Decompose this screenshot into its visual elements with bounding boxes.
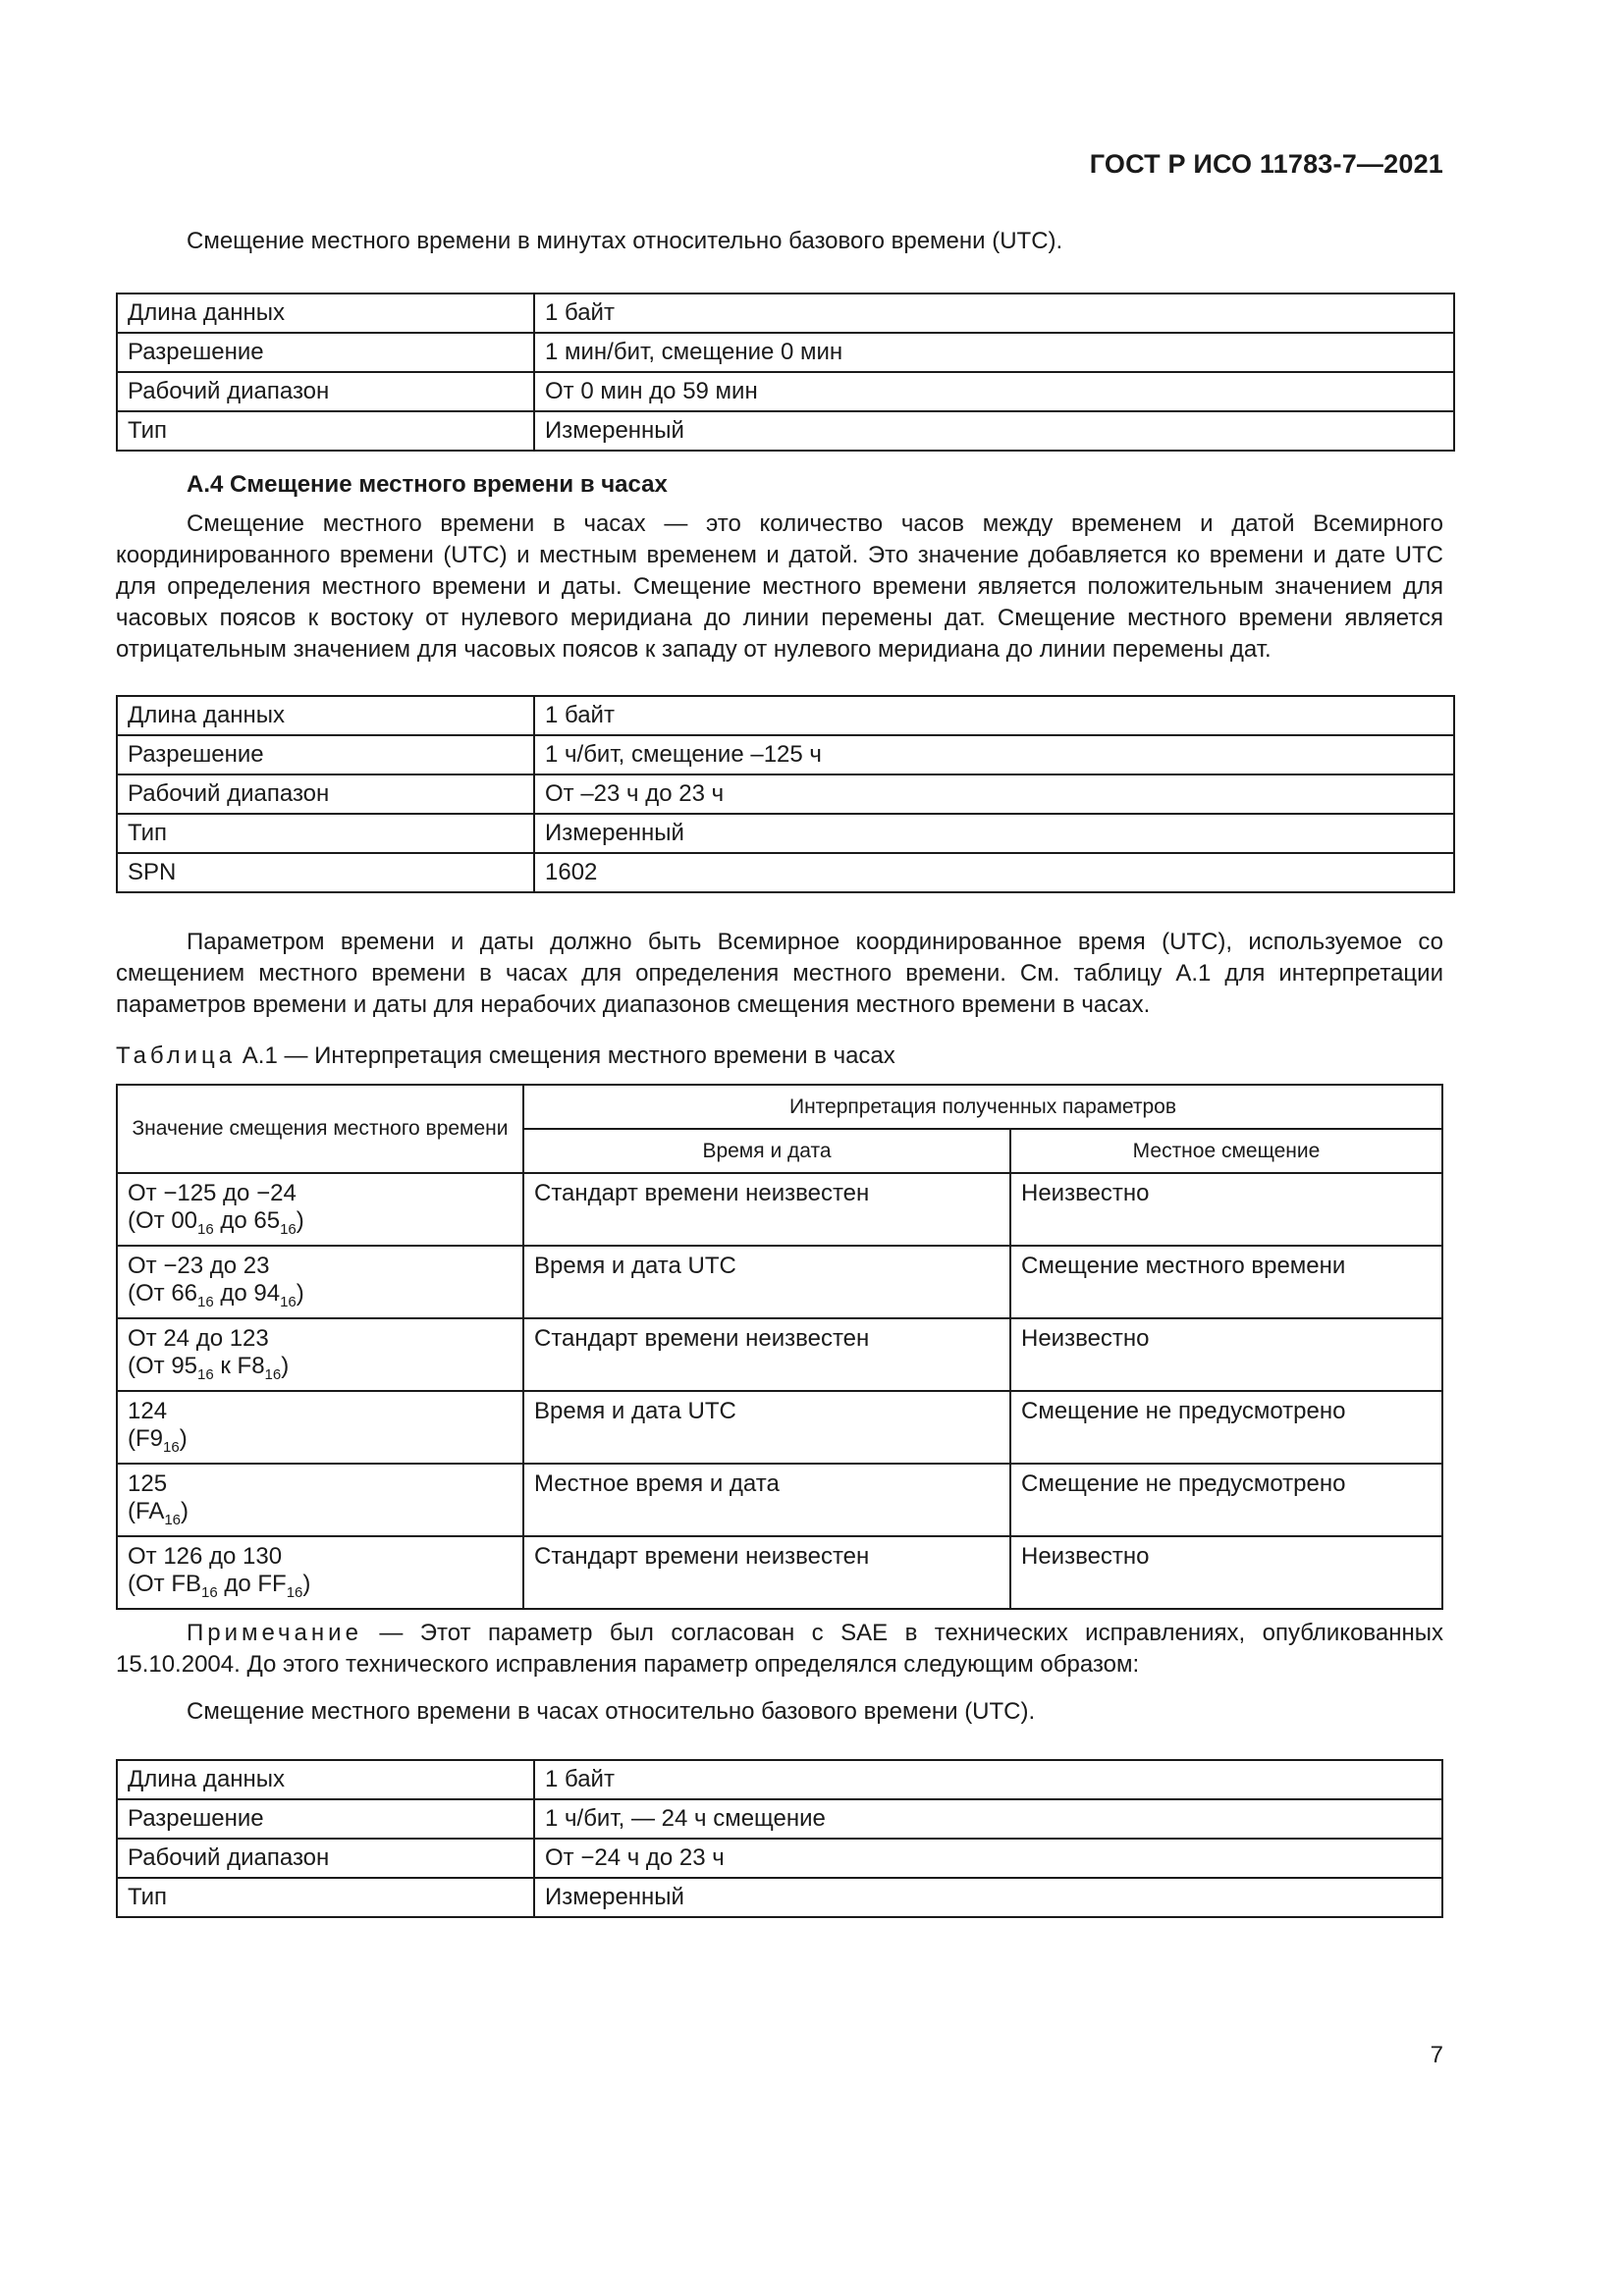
param-value: От −24 ч до 23 ч	[534, 1839, 1442, 1878]
table-row	[117, 1799, 1442, 1839]
table-row	[117, 1464, 1442, 1536]
table-row	[117, 1536, 1442, 1609]
table-header-row	[117, 1085, 1442, 1129]
utc-paragraph: Параметром времени и даты должно быть Всемирное координированное время (UTC), используемое со смещением местного времени в часах для определения местного времени. См. таблицу А.1 для интерпретации параметров времени и даты для нерабочих диапазонов смещения местного времени в часах.	[116, 929, 1443, 1018]
param-label: Тип	[117, 1878, 534, 1917]
parameter-table-hours	[116, 695, 1455, 893]
param-label: Рабочий диапазон	[117, 1839, 534, 1878]
param-label: Тип	[117, 411, 534, 451]
offset-value-cell: От 126 до 130 (От $FB_{16}$ до $FF_{16}$)	[117, 1536, 523, 1609]
param-value: 1 байт	[534, 294, 1454, 333]
col-header-offset-value: Значение смещения местного времени	[117, 1085, 523, 1173]
table-row	[117, 1391, 1442, 1464]
col-header-local-offset: Местное смещение	[1010, 1129, 1442, 1173]
note-paragraph	[116, 1618, 1443, 1681]
document-code-header: ГОСТ Р ИСО 11783-7—2021	[1089, 149, 1443, 179]
offset-value-cell: 124 $(F9_{16})$	[117, 1391, 523, 1464]
param-label: Разрешение	[117, 1799, 534, 1839]
param-value: От 0 мин до 59 мин	[534, 372, 1454, 411]
param-label: SPN	[117, 853, 534, 892]
table-row	[117, 1839, 1442, 1878]
table-row	[117, 814, 1454, 853]
time-date-cell: Стандарт времени неизвестен	[523, 1318, 1010, 1391]
offset-value-cell: От −23 до 23 (От $66_{16}$ до $94_{16}$)	[117, 1246, 523, 1318]
param-value: 1 ч/бит, смещение –125 ч	[534, 735, 1454, 774]
table-row	[117, 1246, 1442, 1318]
local-offset-cell: Неизвестно	[1010, 1173, 1442, 1246]
param-label: Длина данных	[117, 294, 534, 333]
intro-paragraph: Смещение местного времени в минутах относительно базового времени (UTC).	[187, 228, 1063, 254]
time-date-cell: Время и дата UTC	[523, 1246, 1010, 1318]
outro-paragraph: Смещение местного времени в часах относительно базового времени (UTC).	[187, 1698, 1036, 1725]
table-row	[117, 774, 1454, 814]
table-row	[117, 853, 1454, 892]
param-value: 1 ч/бит, — 24 ч смещение	[534, 1799, 1442, 1839]
parameter-table-minutes	[116, 293, 1455, 452]
param-value: 1 байт	[534, 696, 1454, 735]
time-date-cell: Стандарт времени неизвестен	[523, 1536, 1010, 1609]
table-row	[117, 735, 1454, 774]
local-offset-cell: Неизвестно	[1010, 1536, 1442, 1609]
time-date-cell: Стандарт времени неизвестен	[523, 1173, 1010, 1246]
table-caption	[116, 1042, 895, 1070]
param-value: 1 мин/бит, смещение 0 мин	[534, 333, 1454, 372]
table-row	[117, 1318, 1442, 1391]
offset-value-cell: От 24 до 123 (От $95_{16}$ к $F8_{16}$)	[117, 1318, 523, 1391]
col-header-time-date: Время и дата	[523, 1129, 1010, 1173]
param-value: 1 байт	[534, 1760, 1442, 1799]
time-date-cell: Местное время и дата	[523, 1464, 1010, 1536]
param-label: Рабочий диапазон	[117, 372, 534, 411]
param-value: Измеренный	[534, 1878, 1442, 1917]
section-paragraph: Смещение местного времени в часах — это количество часов между временем и датой Всемирного координированного времени (UTC) и местным временем и датой. Это значение добавляется ко времени и дате UTC для определения местного времени и даты. Смещение местного времени является положительным значением для часовых поясов к востоку от нулевого меридиана до линии перемены дат. Смещение местного времени является отрицательным значением для часовых поясов к западу от нулевого меридиана до линии перемены дат.	[116, 510, 1443, 663]
parameter-table-legacy	[116, 1759, 1443, 1918]
section-heading: А.4 Смещение местного времени в часах	[187, 471, 668, 498]
offset-value-cell: От −125 до −24 (От $00_{16}$ до $65_{16}$)	[117, 1173, 523, 1246]
note-label: Примечание	[187, 1620, 362, 1646]
offset-value-cell: 125 $(FA_{16})$	[117, 1464, 523, 1536]
table-row	[117, 1760, 1442, 1799]
note-text: — Этот параметр был согласован с SAE в технических исправлениях, опубликованных 15.10.2004. До этого технического исправления параметр определялся следующим образом:	[116, 1620, 1443, 1678]
param-label: Разрешение	[117, 735, 534, 774]
param-label: Рабочий диапазон	[117, 774, 534, 814]
table-row	[117, 372, 1454, 411]
local-offset-cell: Смещение местного времени	[1010, 1246, 1442, 1318]
table-row	[117, 696, 1454, 735]
local-offset-cell: Смещение не предусмотрено	[1010, 1391, 1442, 1464]
table-row	[117, 333, 1454, 372]
param-value: Измеренный	[534, 411, 1454, 451]
param-label: Длина данных	[117, 696, 534, 735]
param-value: От –23 ч до 23 ч	[534, 774, 1454, 814]
table-row	[117, 294, 1454, 333]
param-label: Длина данных	[117, 1760, 534, 1799]
local-offset-cell: Неизвестно	[1010, 1318, 1442, 1391]
table-row	[117, 411, 1454, 451]
interpretation-table	[116, 1084, 1443, 1610]
table-row	[117, 1878, 1442, 1917]
table-caption-word: Таблица	[116, 1042, 237, 1069]
param-label: Тип	[117, 814, 534, 853]
param-value: Измеренный	[534, 814, 1454, 853]
page-number: 7	[1430, 2042, 1443, 2068]
time-date-cell: Время и дата UTC	[523, 1391, 1010, 1464]
param-value: 1602	[534, 853, 1454, 892]
table-caption-title: А.1 — Интерпретация смещения местного времени в часах	[242, 1042, 895, 1069]
local-offset-cell: Смещение не предусмотрено	[1010, 1464, 1442, 1536]
col-header-group: Интерпретация полученных параметров	[523, 1085, 1442, 1129]
param-label: Разрешение	[117, 333, 534, 372]
table-row	[117, 1173, 1442, 1246]
